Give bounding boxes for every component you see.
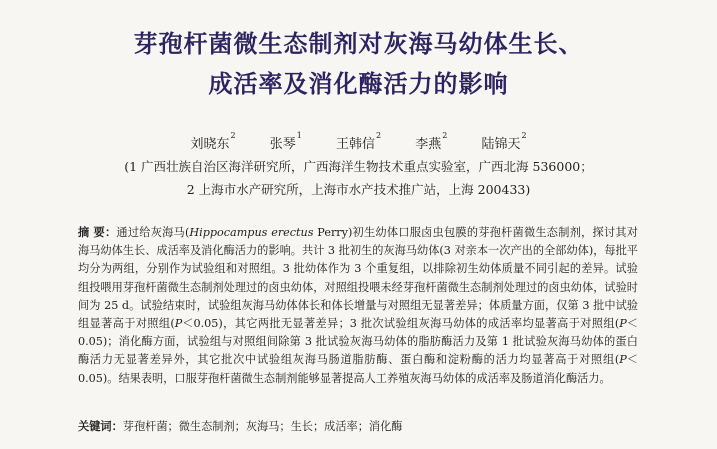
affiliation-line-1: (1 广西壮族自治区海洋研究所，广西海洋生物技术重点实验室，广西北海 536000； [124,159,593,174]
author [190,133,235,152]
author-affiliation-mark: 2 [230,131,236,140]
author-affiliation-mark: 2 [521,131,527,140]
author [415,133,447,152]
author-name: 王韩信 [335,137,375,152]
keywords [78,418,638,436]
p-value-symbol: P [619,353,627,367]
author [336,133,381,152]
author [481,133,526,152]
author-name: 刘晓东 [190,137,230,152]
author-name: 张琴 [269,137,296,152]
abstract-text: ＜0.05)，其它两批无显著差异；3 批次试验组灰海马幼体的成活率均显著高于对照组( [182,317,620,331]
keywords-label: 关键词： [78,420,123,433]
affiliation-line-2: 2 上海市水产研究所，上海市水产技术推广站，上海 200433) [186,182,531,197]
abstract-text: Perry)初生幼体口服卤虫包膜的芽孢杆菌微生态制剂，探讨其对海马幼体生长、成活率及消化酶活力的影响。共计 3 批初生的灰海马幼体(3 对亲本一次产出的全部幼体)，每批平均分为两组，分别作为试验组和对照组。3 批幼体作为 3 个重复组，以排除初生幼体质量不同引起的差异。试验组投喂用芽孢杆菌微生态制剂处理过的卤虫幼体，对照组投喂未经芽孢杆菌微生态制剂处理过的卤虫幼体，试验时间为 25 d。试验结束时，试验组灰海马幼体体长和体长增量与对照组无显著差异；体质量方面，仅第 3 批中试验组显著高于对照组( [78,226,638,331]
abstract-text: 通过给灰海马( [116,226,190,239]
species-name: Hippocampus erectus [189,226,314,239]
abstract [78,224,638,388]
abstract-text: ＜0.05)；消化酶方面，试验组与对照组间除第 3 批试验灰海马幼体的脂肪酶活力及第 1 批试验灰海马幼体的蛋白酶活力无显著差异外，其它批次中试验组灰海马肠道脂肪酶、蛋白酶和淀粉酶的活力均显著高于对照组( [78,317,638,367]
abstract-text: ＜0.05)。结果表明，口服芽孢杆菌微生态制剂能够显著提高人工养殖灰海马幼体的成活率及肠道消化酶活力。 [78,353,638,385]
abstract-label: 摘 要： [78,226,117,239]
paper-title [0,24,717,104]
author-affiliation-mark: 2 [375,131,382,140]
title-line-1: 芽孢杆菌微生态制剂对灰海马幼体生长、 [133,29,584,58]
author-affiliation-mark: 1 [296,131,302,140]
author-name: 李燕 [415,137,442,152]
author-list [0,133,717,152]
author-affiliation-mark: 2 [442,131,448,140]
p-value-symbol: P [174,317,183,331]
author-name: 陆锦天 [481,137,521,152]
author [270,133,302,152]
p-value-symbol: P [619,317,627,331]
keywords-text: 芽孢杆菌；微生态制剂；灰海马；生长；成活率；消化酶 [122,420,403,433]
title-line-2: 成活率及消化酶活力的影响 [208,69,509,98]
